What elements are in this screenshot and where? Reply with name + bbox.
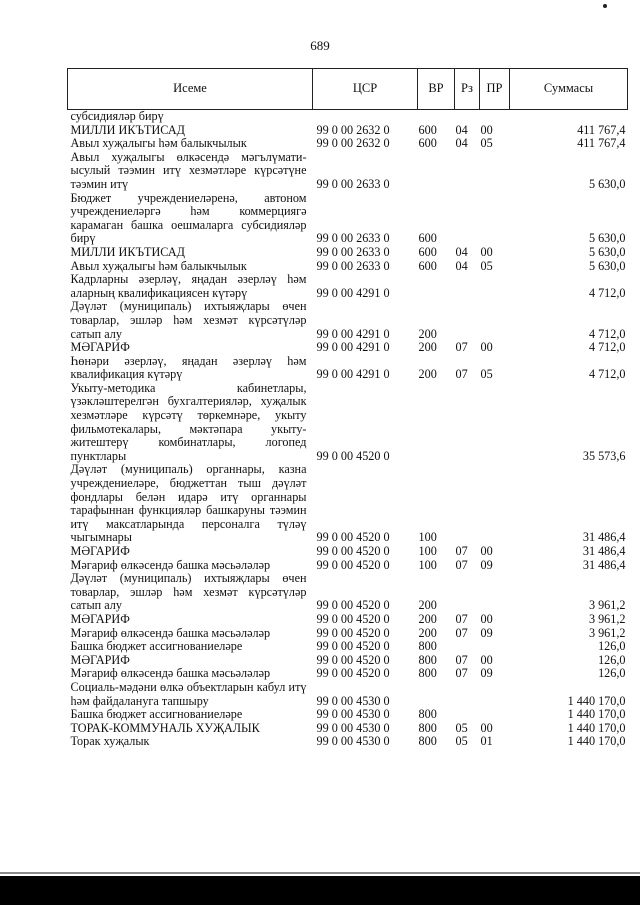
cell-vr: 600 xyxy=(418,122,437,137)
table-row xyxy=(68,681,628,708)
cell-rz xyxy=(455,382,480,464)
table-row xyxy=(68,559,628,573)
cell-sum: 411 767,4 xyxy=(577,136,626,151)
cell-name: Мәгариф өлкәсендә башка мәсьәләләр xyxy=(70,666,271,681)
cell-sum: 3 961,2 xyxy=(588,611,626,626)
cell-rz: 04 xyxy=(455,258,468,273)
table-header-row xyxy=(68,69,628,110)
cell-pr xyxy=(480,681,510,708)
table-body xyxy=(68,110,628,749)
cell-sum: 31 486,4 xyxy=(582,530,626,545)
scan-edge-strip xyxy=(0,872,640,874)
cell-name: Дәүләт (муниципаль) ихтыяҗлары өчен товарлар, эшләр һәм хезмәт күрсәтүләр сатып алу xyxy=(70,299,307,341)
cell-pr xyxy=(480,708,510,722)
budget-table xyxy=(67,68,628,749)
cell-rz: 05 xyxy=(455,720,468,735)
cell-vr: 600 xyxy=(418,244,437,259)
cell-rz: 07 xyxy=(455,340,468,355)
cell-pr xyxy=(480,382,510,464)
cell-vr: 100 xyxy=(418,530,437,545)
cell-pr: 00 xyxy=(480,720,493,735)
cell-csr: 99 0 00 4520 0 xyxy=(316,557,390,572)
cell-rz xyxy=(455,463,480,545)
cell-sum: 5 630,0 xyxy=(588,258,626,273)
table-row xyxy=(68,640,628,654)
cell-pr: 05 xyxy=(480,136,493,151)
cell-vr: 200 xyxy=(418,326,437,341)
table-row xyxy=(68,124,628,138)
cell-sum: 5 630,0 xyxy=(588,176,626,191)
cell-pr: 00 xyxy=(480,340,493,355)
cell-name: Һөнәри әзерләү, яңадан әзерләү һәм квалификация күтәрү xyxy=(70,353,307,382)
cell-rz: 05 xyxy=(455,734,468,749)
table-row xyxy=(68,545,628,559)
header-name: Исеме xyxy=(68,69,313,110)
cell-vr: 200 xyxy=(418,367,437,382)
cell-csr: 99 0 00 4530 0 xyxy=(316,693,390,708)
cell-pr: 00 xyxy=(480,544,493,558)
cell-csr: 99 0 00 4520 0 xyxy=(316,448,390,463)
table-row xyxy=(68,300,628,341)
cell-rz: 07 xyxy=(455,611,468,626)
table-row xyxy=(68,735,628,749)
cell-rz xyxy=(455,273,480,300)
cell-pr: 00 xyxy=(480,122,493,137)
cell-rz: 07 xyxy=(455,652,468,667)
cell-pr: 01 xyxy=(480,734,493,749)
cell-sum: 4 712,0 xyxy=(588,285,626,300)
cell-vr: 800 xyxy=(418,720,437,735)
cell-sum: 31 486,4 xyxy=(582,544,626,558)
cell-pr xyxy=(480,151,510,192)
cell-pr: 05 xyxy=(480,367,493,382)
cell-name: Башка бюджет ассигнованиеләре xyxy=(70,707,243,722)
cell-sum: 35 573,6 xyxy=(582,448,626,463)
cell-name: Дәүләт (муниципаль) органнары, казна учреждениеләре, бюджеттан тыш дәүләт фондлары белән идарә итү органнары тарафыннан функцияләр башкаруны тәэмин итү максатларында персоналга түләү чыгымнары xyxy=(70,462,307,545)
cell-vr: 800 xyxy=(418,652,437,667)
cell-csr: 99 0 00 4520 0 xyxy=(316,625,390,640)
table-row xyxy=(68,137,628,151)
cell-pr xyxy=(480,300,510,341)
cell-name: МӘГАРИФ xyxy=(70,340,130,355)
cell-name: субсидияләр бирү xyxy=(70,109,164,123)
table-row xyxy=(68,192,628,246)
cell-name: Дәүләт (муниципаль) ихтыяҗлары өчен товарлар, эшләр һәм хезмәт күрсәтүләр сатып алу xyxy=(70,571,307,613)
cell-sum: 4 712,0 xyxy=(588,340,626,355)
cell-name: Башка бюджет ассигнованиеләре xyxy=(70,639,243,654)
cell-name: Социаль-мәдәни өлкә объектларын кабул итү һәм файдалануга тапшыру xyxy=(70,679,307,708)
cell-rz xyxy=(455,708,480,722)
cell-csr: 99 0 00 2633 0 xyxy=(316,176,390,191)
cell-csr: 99 0 00 4520 0 xyxy=(316,666,390,681)
cell-rz: 07 xyxy=(455,625,468,640)
cell-rz xyxy=(455,572,480,613)
cell-vr xyxy=(418,273,455,300)
cell-vr xyxy=(418,151,455,192)
cell-sum: 5 630,0 xyxy=(588,231,626,246)
cell-name: Кадрларны әзерләү, яңадан әзерләү һәм аларның квалификациясен күтәрү xyxy=(70,272,307,300)
cell-rz: 04 xyxy=(455,136,468,151)
cell-rz xyxy=(455,681,480,708)
cell-pr: 05 xyxy=(480,258,493,273)
cell-vr: 200 xyxy=(418,598,437,613)
cell-name: Бюджет учреждениеләренә, автоном учреждениеләргә һәм коммерциягә карамаган башка оешмаларга субсидияләр бирү xyxy=(70,190,307,246)
cell-name: МӘГАРИФ xyxy=(70,544,130,558)
cell-vr: 800 xyxy=(418,734,437,749)
table-row xyxy=(68,260,628,274)
cell-sum: 5 630,0 xyxy=(588,244,626,259)
cell-csr: 99 0 00 4520 0 xyxy=(316,598,390,613)
cell-vr: 200 xyxy=(418,340,437,355)
header-vr: ВР xyxy=(418,69,455,110)
cell-rz xyxy=(455,151,480,192)
cell-name: МИЛЛИ ИКЪТИСАД xyxy=(70,244,185,259)
cell-csr: 99 0 00 4520 0 xyxy=(316,544,390,558)
cell-rz: 07 xyxy=(455,666,468,681)
cell-csr: 99 0 00 2633 0 xyxy=(316,244,390,259)
scan-dot xyxy=(603,4,607,8)
cell-vr: 600 xyxy=(418,231,437,246)
cell-name: Авыл хуҗалыгы һәм балыкчылык xyxy=(70,258,247,273)
cell-pr xyxy=(480,273,510,300)
cell-csr xyxy=(313,110,418,124)
cell-name: ТОРАК-КОММУНАЛЬ ХУҖАЛЫК xyxy=(70,720,260,735)
table-row xyxy=(68,110,628,124)
table-row xyxy=(68,667,628,681)
scan-edge-bar xyxy=(0,876,640,905)
cell-sum xyxy=(510,110,628,124)
cell-rz xyxy=(455,110,480,124)
cell-sum: 3 961,2 xyxy=(588,625,626,640)
cell-csr: 99 0 00 4530 0 xyxy=(316,707,390,722)
cell-sum: 4 712,0 xyxy=(588,326,626,341)
cell-sum: 1 440 170,0 xyxy=(567,734,626,749)
cell-rz xyxy=(455,300,480,341)
cell-rz: 07 xyxy=(455,557,468,572)
cell-pr xyxy=(480,463,510,545)
cell-pr xyxy=(480,572,510,613)
cell-sum: 411 767,4 xyxy=(577,122,626,137)
header-rz: Рз xyxy=(455,69,480,110)
cell-pr: 00 xyxy=(480,244,493,259)
cell-csr: 99 0 00 4291 0 xyxy=(316,285,390,300)
table-row xyxy=(68,627,628,641)
cell-csr: 99 0 00 4520 0 xyxy=(316,652,390,667)
cell-csr: 99 0 00 2632 0 xyxy=(316,122,390,137)
cell-vr: 200 xyxy=(418,611,437,626)
cell-rz xyxy=(455,192,480,246)
cell-name: Авыл хуҗалыгы өлкәсендә мәгълүмати-ысулый тәэмин итү хезмәтләре күрсәтүне тәэмин итү xyxy=(70,149,307,191)
cell-name: МӘГАРИФ xyxy=(70,611,130,626)
cell-name: МИЛЛИ ИКЪТИСАД xyxy=(70,122,185,137)
table-row xyxy=(68,613,628,627)
table-row xyxy=(68,463,628,545)
cell-name: Торак хуҗалык xyxy=(70,734,150,749)
cell-csr: 99 0 00 2633 0 xyxy=(316,231,390,246)
cell-vr: 800 xyxy=(418,707,437,722)
cell-csr: 99 0 00 4520 0 xyxy=(316,639,390,654)
cell-name: Авыл хуҗалыгы һәм балыкчылык xyxy=(70,136,247,151)
cell-sum: 1 440 170,0 xyxy=(567,720,626,735)
cell-vr xyxy=(418,681,455,708)
cell-sum: 4 712,0 xyxy=(588,367,626,382)
cell-pr: 00 xyxy=(480,652,493,667)
cell-sum: 1 440 170,0 xyxy=(567,707,626,722)
table-row xyxy=(68,722,628,736)
cell-sum: 126,0 xyxy=(598,639,626,654)
cell-sum: 126,0 xyxy=(598,652,626,667)
table-row xyxy=(68,708,628,722)
cell-csr: 99 0 00 2633 0 xyxy=(316,258,390,273)
cell-rz: 04 xyxy=(455,122,468,137)
cell-name: Укыту-методика кабинетлары, үзәкләштерелгән бухгалтерияләр, хуҗалык хезмәтләре күрсәтү төркемнәре, укыту фильмотекалары, мәктәпара укыту-житештерү комбинатлары, логопед пунктлары xyxy=(70,380,307,463)
cell-csr: 99 0 00 4520 0 xyxy=(316,530,390,545)
cell-vr: 200 xyxy=(418,625,437,640)
cell-pr: 09 xyxy=(480,557,493,572)
cell-pr xyxy=(480,192,510,246)
cell-pr xyxy=(480,110,510,124)
cell-pr: 09 xyxy=(480,666,493,681)
cell-name: Мәгариф өлкәсендә башка мәсьәләләр xyxy=(70,557,271,572)
cell-pr xyxy=(480,640,510,654)
header-csr: ЦСР xyxy=(313,69,418,110)
cell-vr xyxy=(418,110,455,124)
cell-csr: 99 0 00 4291 0 xyxy=(316,326,390,341)
cell-vr: 100 xyxy=(418,544,437,558)
cell-pr: 09 xyxy=(480,625,493,640)
cell-vr: 600 xyxy=(418,136,437,151)
table-row xyxy=(68,572,628,613)
cell-csr: 99 0 00 4530 0 xyxy=(316,734,390,749)
page-number: 689 xyxy=(310,38,330,53)
header-pr: ПР xyxy=(480,69,510,110)
table-row xyxy=(68,341,628,355)
cell-csr: 99 0 00 4530 0 xyxy=(316,720,390,735)
cell-csr: 99 0 00 2632 0 xyxy=(316,136,390,151)
table-row xyxy=(68,382,628,464)
cell-name: Мәгариф өлкәсендә башка мәсьәләләр xyxy=(70,625,271,640)
cell-csr: 99 0 00 4291 0 xyxy=(316,340,390,355)
table-row xyxy=(68,151,628,192)
cell-sum: 31 486,4 xyxy=(582,557,626,572)
cell-rz: 04 xyxy=(455,244,468,259)
cell-vr: 800 xyxy=(418,666,437,681)
cell-vr xyxy=(418,382,455,464)
cell-vr: 600 xyxy=(418,258,437,273)
table-row xyxy=(68,654,628,668)
cell-csr: 99 0 00 4520 0 xyxy=(316,611,390,626)
cell-csr: 99 0 00 4291 0 xyxy=(316,367,390,382)
cell-sum: 126,0 xyxy=(598,666,626,681)
cell-pr: 00 xyxy=(480,611,493,626)
header-sum: Суммасы xyxy=(510,69,628,110)
table-row xyxy=(68,273,628,300)
table-row xyxy=(68,246,628,260)
cell-rz: 07 xyxy=(455,544,468,558)
cell-vr: 100 xyxy=(418,557,437,572)
cell-sum: 3 961,2 xyxy=(588,598,626,613)
cell-rz: 07 xyxy=(455,367,468,382)
cell-rz xyxy=(455,640,480,654)
table-row xyxy=(68,355,628,382)
cell-vr: 800 xyxy=(418,639,437,654)
cell-name: МӘГАРИФ xyxy=(70,652,130,667)
cell-sum: 1 440 170,0 xyxy=(567,693,626,708)
